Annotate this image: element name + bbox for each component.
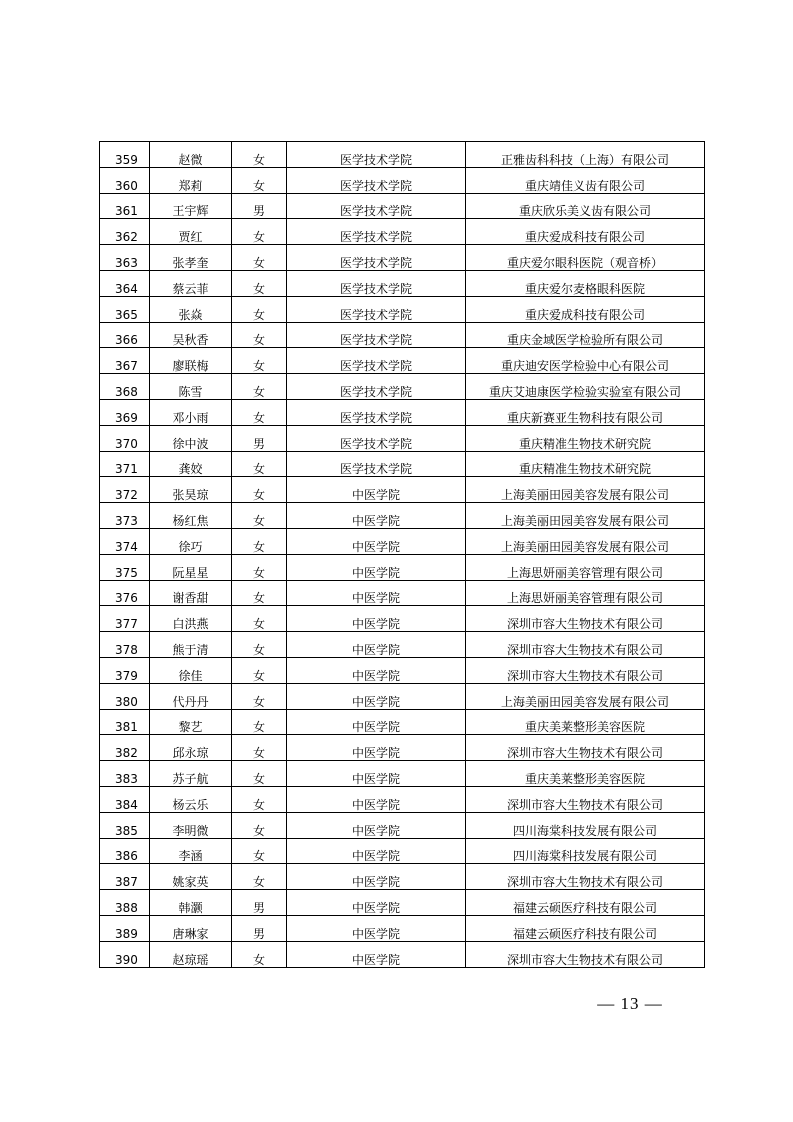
row-department-cell: 中医学院 [287,477,466,503]
row-sex-cell: 女 [232,399,287,425]
row-name-cell: 熊于清 [150,632,232,658]
table-row [100,890,705,916]
row-index-cell: 384 [100,786,150,812]
row-index-cell: 386 [100,838,150,864]
row-sex-cell: 女 [232,219,287,245]
row-department-cell: 中医学院 [287,632,466,658]
row-index-cell: 379 [100,657,150,683]
row-index-cell: 359 [100,142,150,168]
row-name-cell: 徐中波 [150,425,232,451]
page-number: — 13 — [597,994,663,1013]
row-department-cell: 医学技术学院 [287,142,466,168]
table-row [100,941,705,967]
row-department-cell: 医学技术学院 [287,270,466,296]
row-sex-cell: 女 [232,683,287,709]
row-organization-cell: 重庆迪安医学检验中心有限公司 [466,348,705,374]
row-index-cell: 388 [100,890,150,916]
row-organization-cell: 深圳市容大生物技术有限公司 [466,941,705,967]
row-sex-cell: 女 [232,167,287,193]
row-organization-cell: 重庆美莱整形美容医院 [466,761,705,787]
row-department-cell: 中医学院 [287,709,466,735]
row-organization-cell: 上海美丽田园美容发展有限公司 [466,503,705,529]
row-sex-cell: 女 [232,142,287,168]
row-name-cell: 阮星星 [150,554,232,580]
row-index-cell: 370 [100,425,150,451]
table-row [100,606,705,632]
table-row [100,245,705,271]
row-department-cell: 中医学院 [287,657,466,683]
row-organization-cell: 福建云硕医疗科技有限公司 [466,890,705,916]
table-row [100,709,705,735]
table-row [100,864,705,890]
table-row [100,219,705,245]
row-index-cell: 360 [100,167,150,193]
row-department-cell: 医学技术学院 [287,296,466,322]
row-organization-cell: 重庆艾迪康医学检验实验室有限公司 [466,374,705,400]
table-row [100,786,705,812]
table-row [100,142,705,168]
row-name-cell: 龚姣 [150,451,232,477]
row-department-cell: 中医学院 [287,606,466,632]
row-sex-cell: 女 [232,606,287,632]
row-organization-cell: 重庆爱尔麦格眼科医院 [466,270,705,296]
row-name-cell: 张孝奎 [150,245,232,271]
row-name-cell: 赵微 [150,142,232,168]
row-name-cell: 陈雪 [150,374,232,400]
row-index-cell: 375 [100,554,150,580]
row-organization-cell: 上海思妍丽美容管理有限公司 [466,580,705,606]
table-row [100,735,705,761]
row-sex-cell: 女 [232,838,287,864]
row-organization-cell: 深圳市容大生物技术有限公司 [466,632,705,658]
row-department-cell: 医学技术学院 [287,322,466,348]
row-index-cell: 373 [100,503,150,529]
row-name-cell: 谢香甜 [150,580,232,606]
row-name-cell: 贾红 [150,219,232,245]
row-department-cell: 中医学院 [287,786,466,812]
row-organization-cell: 上海美丽田园美容发展有限公司 [466,528,705,554]
row-organization-cell: 正雅齿科科技（上海）有限公司 [466,142,705,168]
row-index-cell: 372 [100,477,150,503]
row-department-cell: 医学技术学院 [287,167,466,193]
row-name-cell: 邱永琼 [150,735,232,761]
row-index-cell: 380 [100,683,150,709]
table-row [100,503,705,529]
row-sex-cell: 女 [232,348,287,374]
table-row [100,296,705,322]
row-organization-cell: 重庆精准生物技术研究院 [466,451,705,477]
row-index-cell: 381 [100,709,150,735]
row-sex-cell: 男 [232,890,287,916]
row-department-cell: 医学技术学院 [287,193,466,219]
row-department-cell: 中医学院 [287,915,466,941]
row-organization-cell: 深圳市容大生物技术有限公司 [466,786,705,812]
row-sex-cell: 女 [232,374,287,400]
row-department-cell: 中医学院 [287,554,466,580]
row-name-cell: 廖联梅 [150,348,232,374]
row-department-cell: 医学技术学院 [287,399,466,425]
row-sex-cell: 女 [232,864,287,890]
row-sex-cell: 女 [232,735,287,761]
row-name-cell: 徐巧 [150,528,232,554]
row-index-cell: 361 [100,193,150,219]
row-index-cell: 387 [100,864,150,890]
row-name-cell: 郑莉 [150,167,232,193]
row-index-cell: 374 [100,528,150,554]
row-department-cell: 医学技术学院 [287,451,466,477]
row-department-cell: 中医学院 [287,838,466,864]
row-name-cell: 李涵 [150,838,232,864]
row-index-cell: 378 [100,632,150,658]
row-index-cell: 371 [100,451,150,477]
table-row [100,425,705,451]
table-row [100,528,705,554]
row-index-cell: 367 [100,348,150,374]
row-name-cell: 杨云乐 [150,786,232,812]
row-index-cell: 382 [100,735,150,761]
row-organization-cell: 重庆爱成科技有限公司 [466,219,705,245]
row-index-cell: 368 [100,374,150,400]
table-row [100,554,705,580]
row-name-cell: 吴秋香 [150,322,232,348]
row-organization-cell: 深圳市容大生物技术有限公司 [466,864,705,890]
table-row [100,915,705,941]
row-organization-cell: 重庆欣乐美义齿有限公司 [466,193,705,219]
row-name-cell: 王宇辉 [150,193,232,219]
table-row [100,167,705,193]
row-department-cell: 中医学院 [287,683,466,709]
row-name-cell: 邓小雨 [150,399,232,425]
row-department-cell: 中医学院 [287,735,466,761]
row-name-cell: 唐琳家 [150,915,232,941]
row-sex-cell: 女 [232,322,287,348]
row-department-cell: 中医学院 [287,812,466,838]
row-index-cell: 390 [100,941,150,967]
row-organization-cell: 深圳市容大生物技术有限公司 [466,657,705,683]
row-organization-cell: 上海美丽田园美容发展有限公司 [466,477,705,503]
row-department-cell: 中医学院 [287,580,466,606]
row-organization-cell: 重庆爱成科技有限公司 [466,296,705,322]
row-organization-cell: 福建云硕医疗科技有限公司 [466,915,705,941]
row-name-cell: 代丹丹 [150,683,232,709]
row-name-cell: 苏子航 [150,761,232,787]
row-name-cell: 赵琼瑶 [150,941,232,967]
row-sex-cell: 女 [232,477,287,503]
table-row [100,399,705,425]
row-department-cell: 中医学院 [287,528,466,554]
row-department-cell: 中医学院 [287,503,466,529]
row-organization-cell: 重庆金域医学检验所有限公司 [466,322,705,348]
table-row [100,374,705,400]
table-row [100,761,705,787]
row-sex-cell: 女 [232,451,287,477]
table-row [100,348,705,374]
row-index-cell: 364 [100,270,150,296]
table-row [100,632,705,658]
row-sex-cell: 女 [232,786,287,812]
row-sex-cell: 男 [232,193,287,219]
row-sex-cell: 女 [232,528,287,554]
row-department-cell: 中医学院 [287,890,466,916]
row-sex-cell: 女 [232,554,287,580]
row-department-cell: 医学技术学院 [287,425,466,451]
table-row [100,812,705,838]
row-sex-cell: 女 [232,245,287,271]
row-index-cell: 363 [100,245,150,271]
row-index-cell: 389 [100,915,150,941]
row-index-cell: 376 [100,580,150,606]
table-row [100,657,705,683]
row-sex-cell: 女 [232,503,287,529]
row-name-cell: 张焱 [150,296,232,322]
row-sex-cell: 女 [232,270,287,296]
row-organization-cell: 上海思妍丽美容管理有限公司 [466,554,705,580]
row-department-cell: 医学技术学院 [287,348,466,374]
row-organization-cell: 重庆精准生物技术研究院 [466,425,705,451]
row-sex-cell: 女 [232,632,287,658]
row-sex-cell: 男 [232,915,287,941]
table-row [100,270,705,296]
row-organization-cell: 重庆爱尔眼科医院（观音桥） [466,245,705,271]
row-department-cell: 中医学院 [287,864,466,890]
row-name-cell: 杨红焦 [150,503,232,529]
row-name-cell: 姚家英 [150,864,232,890]
row-sex-cell: 女 [232,580,287,606]
row-organization-cell: 重庆靖佳义齿有限公司 [466,167,705,193]
row-sex-cell: 男 [232,425,287,451]
row-organization-cell: 深圳市容大生物技术有限公司 [466,735,705,761]
row-sex-cell: 女 [232,296,287,322]
row-department-cell: 医学技术学院 [287,245,466,271]
row-index-cell: 365 [100,296,150,322]
row-department-cell: 医学技术学院 [287,219,466,245]
row-index-cell: 377 [100,606,150,632]
row-index-cell: 383 [100,761,150,787]
table-row [100,477,705,503]
row-department-cell: 中医学院 [287,941,466,967]
row-index-cell: 385 [100,812,150,838]
roster-table [99,141,705,968]
table-row [100,580,705,606]
row-name-cell: 徐佳 [150,657,232,683]
row-organization-cell: 上海美丽田园美容发展有限公司 [466,683,705,709]
row-name-cell: 蔡云菲 [150,270,232,296]
row-name-cell: 韩灏 [150,890,232,916]
row-name-cell: 张昊琼 [150,477,232,503]
row-sex-cell: 女 [232,709,287,735]
row-name-cell: 黎艺 [150,709,232,735]
row-organization-cell: 深圳市容大生物技术有限公司 [466,606,705,632]
table-row [100,451,705,477]
row-sex-cell: 女 [232,761,287,787]
row-index-cell: 362 [100,219,150,245]
table-row [100,838,705,864]
row-department-cell: 医学技术学院 [287,374,466,400]
row-name-cell: 白洪燕 [150,606,232,632]
row-organization-cell: 四川海棠科技发展有限公司 [466,812,705,838]
roster-table-body [100,142,705,968]
row-sex-cell: 女 [232,812,287,838]
row-organization-cell: 重庆新赛亚生物科技有限公司 [466,399,705,425]
row-sex-cell: 女 [232,657,287,683]
row-name-cell: 李明微 [150,812,232,838]
table-row [100,193,705,219]
row-department-cell: 中医学院 [287,761,466,787]
row-organization-cell: 重庆美莱整形美容医院 [466,709,705,735]
row-sex-cell: 女 [232,941,287,967]
row-index-cell: 366 [100,322,150,348]
table-row [100,683,705,709]
row-index-cell: 369 [100,399,150,425]
table-row [100,322,705,348]
row-organization-cell: 四川海棠科技发展有限公司 [466,838,705,864]
